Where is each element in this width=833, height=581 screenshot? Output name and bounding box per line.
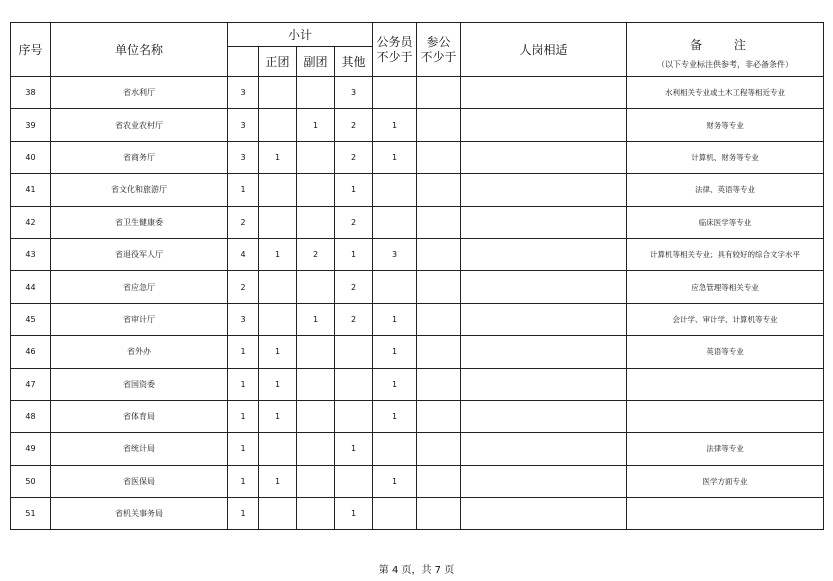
header-civil-servant-line2: 不少于 (376, 49, 413, 64)
cell-person-post-match (461, 271, 627, 303)
header-reference (417, 23, 461, 77)
cell-total: 1 (228, 433, 259, 465)
cell-civil-servant: 3 (373, 238, 417, 270)
cell-seq: 42 (11, 206, 51, 238)
cell-total: 4 (228, 238, 259, 270)
cell-note: 计算机、财务等专业 (627, 141, 824, 173)
cell-civil-servant (373, 271, 417, 303)
cell-reference (417, 206, 461, 238)
cell-note (627, 400, 824, 432)
cell-reference (417, 303, 461, 335)
cell-total: 3 (228, 109, 259, 141)
header-fu-tuan: 副团 (297, 47, 335, 77)
cell-fu-tuan (297, 368, 335, 400)
table-row (11, 174, 824, 206)
table-row (11, 368, 824, 400)
header-seq: 序号 (11, 23, 51, 77)
cell-fu-tuan (297, 433, 335, 465)
cell-zheng-tuan: 1 (259, 465, 297, 497)
cell-zheng-tuan: 1 (259, 336, 297, 368)
cell-seq: 48 (11, 400, 51, 432)
cell-unit-name: 省商务厅 (51, 141, 228, 173)
table-row (11, 141, 824, 173)
cell-fu-tuan (297, 77, 335, 109)
header-civil-servant-line1: 公务员 (376, 34, 413, 49)
cell-zheng-tuan: 1 (259, 141, 297, 173)
cell-note: 应急管理等相关专业 (627, 271, 824, 303)
cell-person-post-match (461, 141, 627, 173)
cell-other (335, 400, 373, 432)
cell-total: 3 (228, 303, 259, 335)
cell-total: 2 (228, 271, 259, 303)
cell-other: 2 (335, 206, 373, 238)
cell-other (335, 368, 373, 400)
cell-fu-tuan (297, 465, 335, 497)
cell-note: 英语等专业 (627, 336, 824, 368)
cell-unit-name: 省外办 (51, 336, 228, 368)
cell-zheng-tuan (259, 498, 297, 530)
table-row (11, 498, 824, 530)
cell-fu-tuan (297, 271, 335, 303)
cell-note: 临床医学等专业 (627, 206, 824, 238)
cell-person-post-match (461, 368, 627, 400)
cell-note: 水利相关专业或土木工程等相近专业 (627, 77, 824, 109)
header-reference-line2: 不少于 (420, 49, 457, 64)
cell-zheng-tuan (259, 77, 297, 109)
cell-zheng-tuan (259, 271, 297, 303)
page-footer: 第 4 页，共 7 页 (378, 565, 455, 576)
table-row (11, 336, 824, 368)
cell-civil-servant (373, 433, 417, 465)
cell-reference (417, 174, 461, 206)
cell-reference (417, 368, 461, 400)
cell-reference (417, 271, 461, 303)
cell-reference (417, 141, 461, 173)
header-unit: 单位名称 (51, 23, 228, 77)
cell-unit-name: 省退役军人厅 (51, 238, 228, 270)
cell-zheng-tuan (259, 174, 297, 206)
cell-person-post-match (461, 206, 627, 238)
cell-fu-tuan (297, 336, 335, 368)
cell-reference (417, 465, 461, 497)
table-row (11, 303, 824, 335)
cell-fu-tuan: 2 (297, 238, 335, 270)
cell-unit-name: 省水利厅 (51, 77, 228, 109)
cell-total: 1 (228, 174, 259, 206)
cell-fu-tuan: 1 (297, 303, 335, 335)
cell-reference (417, 77, 461, 109)
cell-unit-name: 省卫生健康委 (51, 206, 228, 238)
cell-note: 财务等专业 (627, 109, 824, 141)
header-total (228, 47, 259, 77)
cell-seq: 44 (11, 271, 51, 303)
table-row (11, 271, 824, 303)
cell-reference (417, 433, 461, 465)
cell-other: 2 (335, 109, 373, 141)
cell-person-post-match (461, 400, 627, 432)
cell-seq: 49 (11, 433, 51, 465)
cell-zheng-tuan (259, 303, 297, 335)
cell-civil-servant (373, 77, 417, 109)
cell-fu-tuan (297, 498, 335, 530)
cell-civil-servant (373, 174, 417, 206)
cell-total: 1 (228, 336, 259, 368)
cell-civil-servant: 1 (373, 109, 417, 141)
cell-civil-servant (373, 498, 417, 530)
header-reference-line1: 参公 (426, 34, 451, 49)
cell-total: 3 (228, 141, 259, 173)
cell-fu-tuan (297, 174, 335, 206)
cell-note: 法律等专业 (627, 433, 824, 465)
cell-total: 2 (228, 206, 259, 238)
cell-seq: 47 (11, 368, 51, 400)
cell-zheng-tuan (259, 433, 297, 465)
cell-reference (417, 109, 461, 141)
cell-reference (417, 336, 461, 368)
cell-other: 3 (335, 77, 373, 109)
cell-civil-servant: 1 (373, 141, 417, 173)
cell-other (335, 336, 373, 368)
cell-other: 2 (335, 303, 373, 335)
cell-person-post-match (461, 238, 627, 270)
cell-note: 计算机等相关专业；具有较好的综合文字水平 (627, 238, 824, 270)
cell-fu-tuan (297, 141, 335, 173)
cell-person-post-match (461, 174, 627, 206)
cell-zheng-tuan (259, 206, 297, 238)
cell-reference (417, 400, 461, 432)
allocation-table (10, 22, 824, 530)
cell-civil-servant: 1 (373, 400, 417, 432)
table-row (11, 433, 824, 465)
cell-other: 1 (335, 433, 373, 465)
cell-other: 2 (335, 271, 373, 303)
header-person-post-match: 人岗相适 (461, 23, 627, 77)
table-row (11, 238, 824, 270)
cell-person-post-match (461, 303, 627, 335)
cell-unit-name: 省医保局 (51, 465, 228, 497)
cell-civil-servant: 1 (373, 465, 417, 497)
header-notes (627, 23, 824, 77)
cell-total: 1 (228, 465, 259, 497)
cell-seq: 40 (11, 141, 51, 173)
cell-unit-name: 省审计厅 (51, 303, 228, 335)
cell-unit-name: 省统计局 (51, 433, 228, 465)
cell-total: 1 (228, 368, 259, 400)
cell-total: 1 (228, 400, 259, 432)
cell-fu-tuan (297, 206, 335, 238)
cell-note: 法律、英语等专业 (627, 174, 824, 206)
cell-unit-name: 省文化和旅游厅 (51, 174, 228, 206)
cell-person-post-match (461, 465, 627, 497)
table-row (11, 77, 824, 109)
cell-civil-servant (373, 206, 417, 238)
cell-unit-name: 省体育局 (51, 400, 228, 432)
cell-fu-tuan (297, 400, 335, 432)
header-notes-title: 备 注 (690, 37, 760, 52)
cell-unit-name: 省国资委 (51, 368, 228, 400)
header-zheng-tuan: 正团 (259, 47, 297, 77)
cell-reference (417, 498, 461, 530)
cell-zheng-tuan: 1 (259, 400, 297, 432)
cell-other: 2 (335, 141, 373, 173)
cell-note (627, 498, 824, 530)
cell-person-post-match (461, 498, 627, 530)
cell-seq: 51 (11, 498, 51, 530)
header-notes-subtitle: （以下专业标注供参考，非必备条件） (657, 59, 794, 69)
cell-unit-name: 省应急厅 (51, 271, 228, 303)
table-row (11, 109, 824, 141)
header-civil-servant (373, 23, 417, 77)
cell-note: 医学方面专业 (627, 465, 824, 497)
cell-note: 会计学、审计学、计算机等专业 (627, 303, 824, 335)
cell-seq: 38 (11, 77, 51, 109)
cell-unit-name: 省农业农村厅 (51, 109, 228, 141)
cell-civil-servant: 1 (373, 303, 417, 335)
cell-zheng-tuan: 1 (259, 368, 297, 400)
table-row (11, 206, 824, 238)
cell-seq: 45 (11, 303, 51, 335)
cell-person-post-match (461, 77, 627, 109)
cell-seq: 41 (11, 174, 51, 206)
cell-civil-servant: 1 (373, 336, 417, 368)
cell-seq: 39 (11, 109, 51, 141)
table-row (11, 465, 824, 497)
cell-other: 1 (335, 238, 373, 270)
header-other: 其他 (335, 47, 373, 77)
cell-fu-tuan: 1 (297, 109, 335, 141)
cell-total: 3 (228, 77, 259, 109)
cell-civil-servant: 1 (373, 368, 417, 400)
cell-note (627, 368, 824, 400)
cell-reference (417, 238, 461, 270)
cell-person-post-match (461, 109, 627, 141)
table-row (11, 400, 824, 432)
cell-other (335, 465, 373, 497)
cell-total: 1 (228, 498, 259, 530)
cell-seq: 50 (11, 465, 51, 497)
cell-person-post-match (461, 433, 627, 465)
cell-seq: 46 (11, 336, 51, 368)
cell-unit-name: 省机关事务局 (51, 498, 228, 530)
cell-person-post-match (461, 336, 627, 368)
cell-zheng-tuan: 1 (259, 238, 297, 270)
cell-zheng-tuan (259, 109, 297, 141)
cell-other: 1 (335, 174, 373, 206)
header-subtotal: 小计 (228, 23, 373, 47)
cell-seq: 43 (11, 238, 51, 270)
cell-other: 1 (335, 498, 373, 530)
